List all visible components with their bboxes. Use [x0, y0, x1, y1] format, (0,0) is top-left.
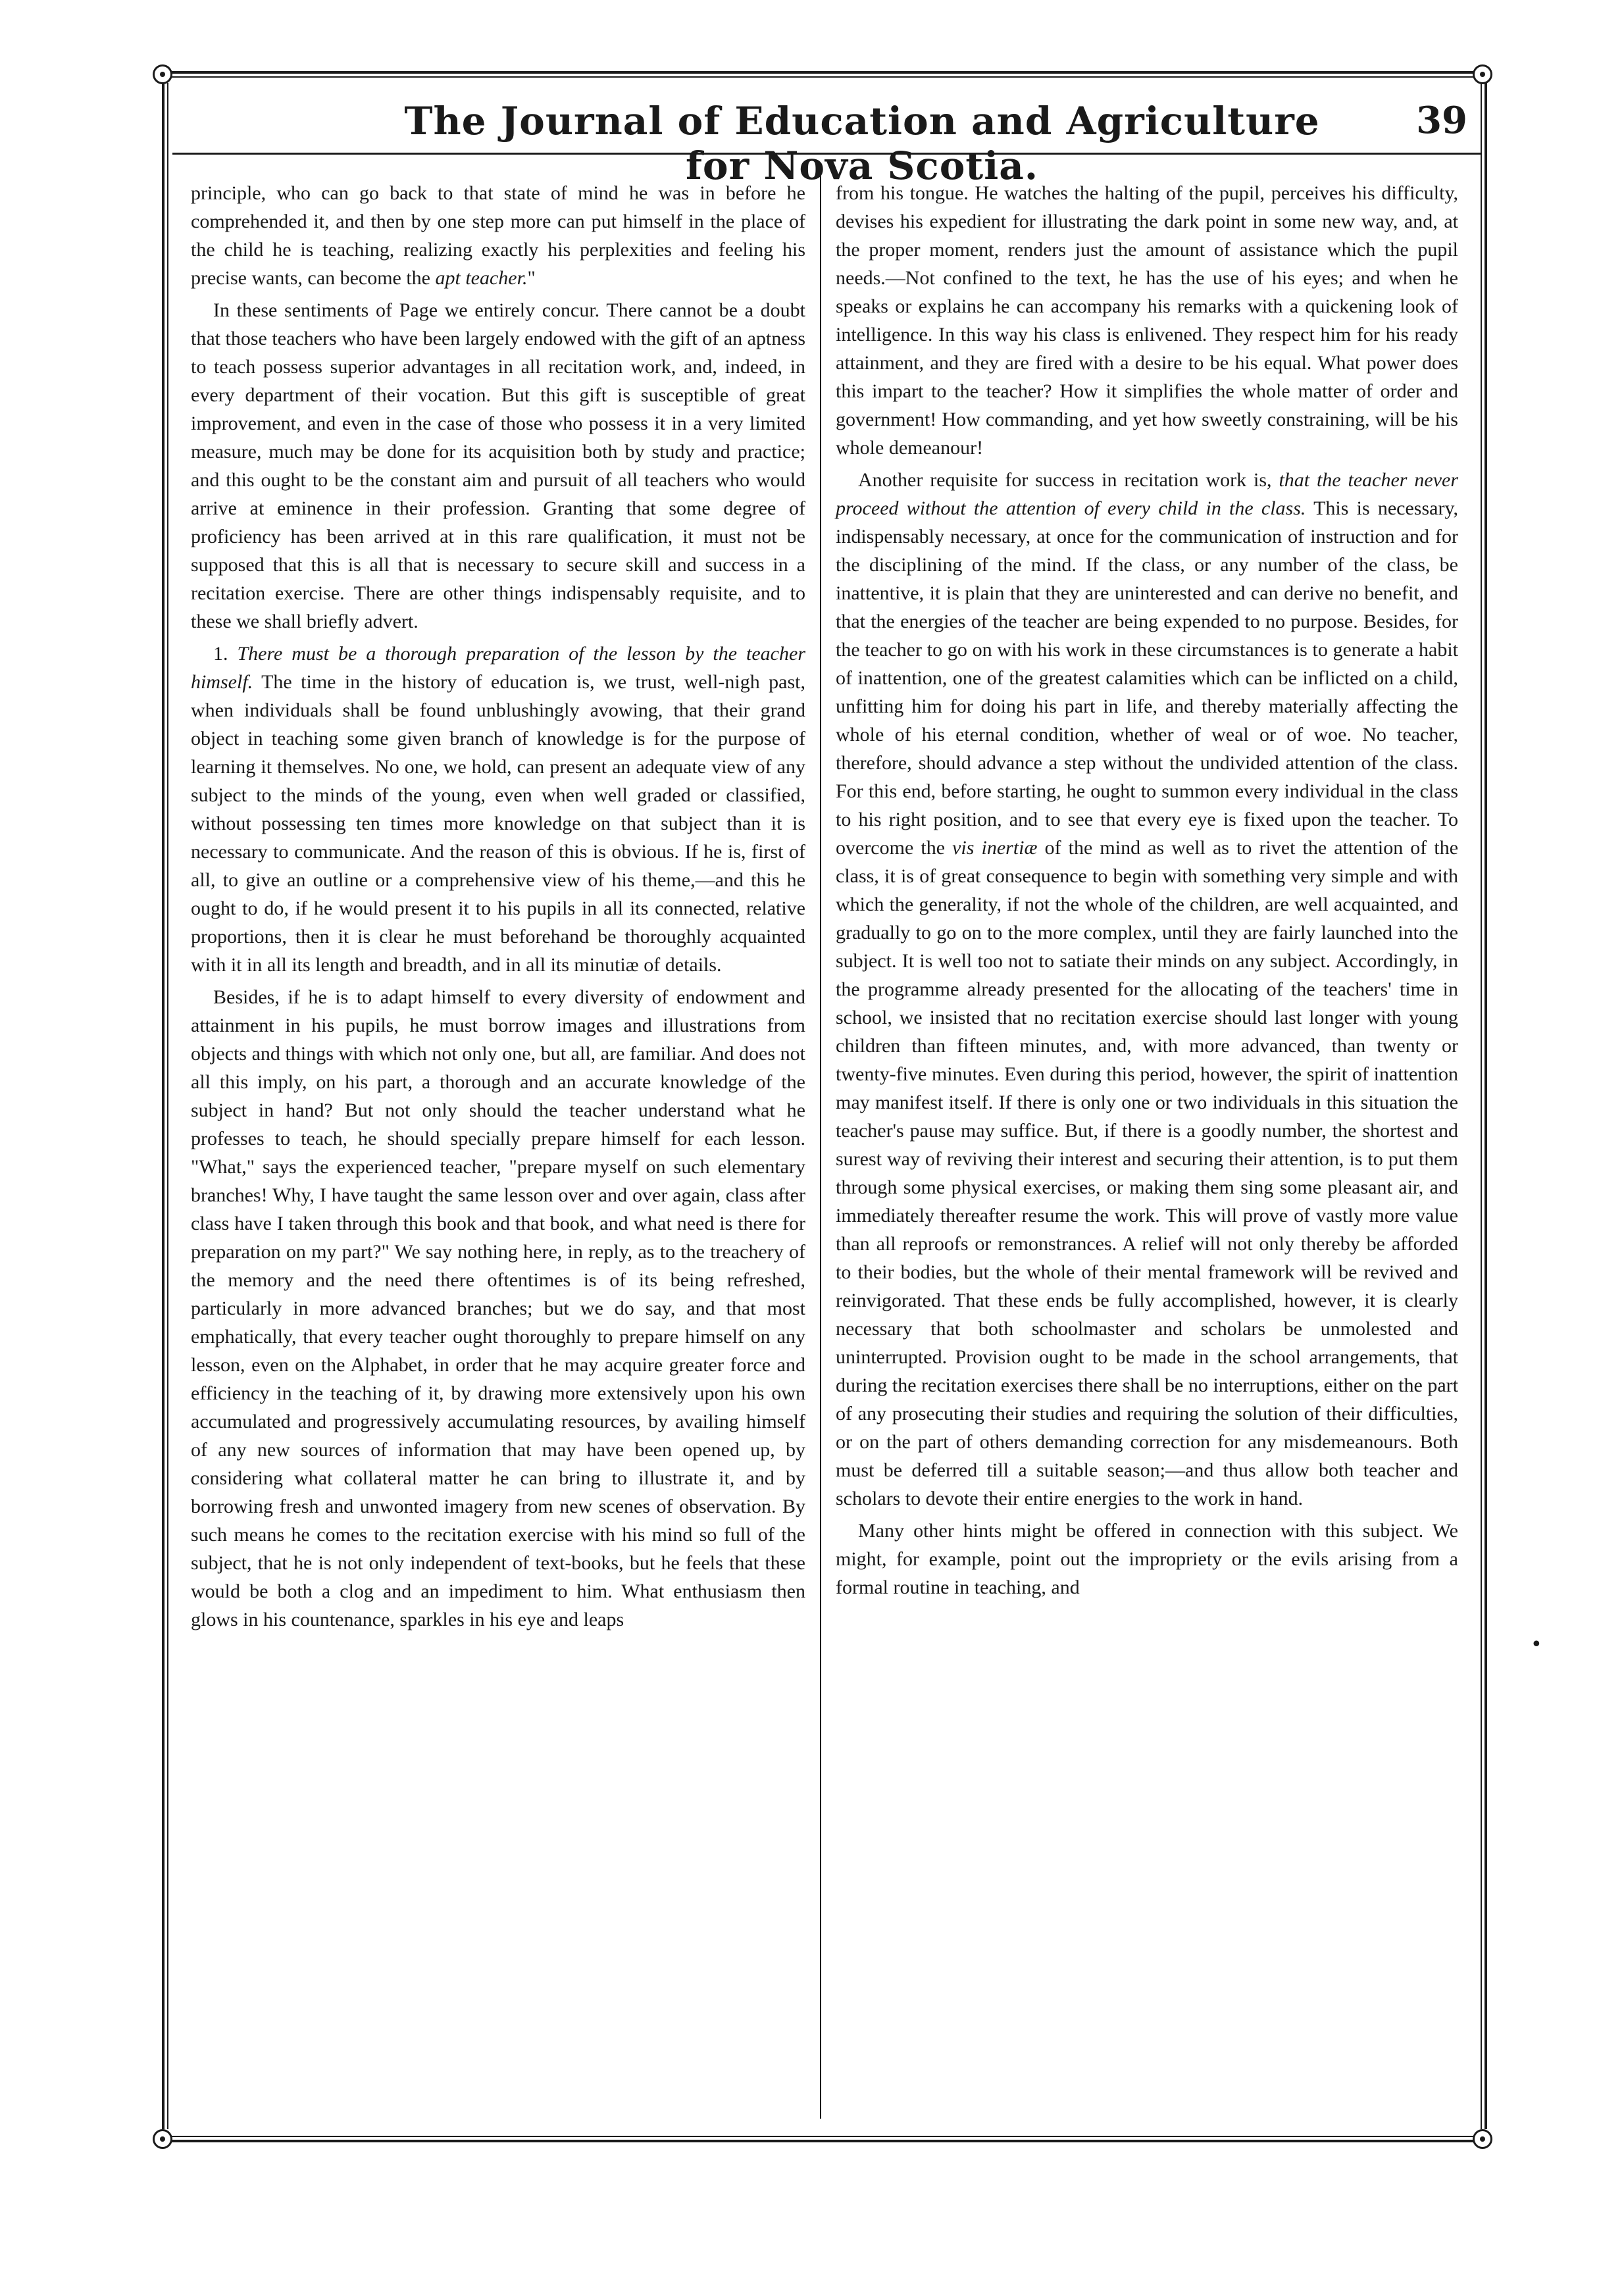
paragraph	[836, 179, 1458, 462]
corner-ornament-icon	[153, 64, 172, 84]
margin-mark-icon: •	[1531, 1633, 1542, 1656]
paragraph-text: This is necessary, indispensably necessary, at once for the communication of instruction and for the disciplining of the mind. If the class, or any number of the class, be inattentive, it is plain that they are uninterested and can derive no benefit, and that the energies of the teacher are being expended to no purpose. Besides, for the teacher to go on with his work in these circumstances is to generate a habit of inattention, one of the greatest calamities which can be inflicted on a child, unfitting him for doing his part in life, and thereby materially affecting the whole of his eternal condition, whether of weal or of woe. No teacher, therefore, should advance a step without the undivided attention of the class. For this end, before starting, he ought to summon every individual in the class to his right position, and to see that every eye is fixed upon the teacher. To overcome the	[836, 497, 1458, 859]
right-border-rule-thin	[1481, 83, 1482, 2129]
paragraph-text: from his tongue. He watches the halting of the pupil, perceives his difficulty, devises his expedient for illustrating the dark point in some new way, and, at the proper moment, renders just the amount of assistance which the pupil needs.—Not confined to the text, he has the use of his eyes; and when he speaks or explains he can accompany his remarks with a quickening look of intelligence. In this way his class is enlivened. They respect him for his ready attainment, and they are fired with a desire to be his equal. What power does this impart to the teacher? How it simplifies the whole matter of order and government! How commanding, and yet how sweetly constraining, will be his whole demeanour!	[836, 182, 1458, 459]
left-border-rule-thin	[167, 83, 168, 2129]
paragraph-text: In these sentiments of Page we entirely concur. There cannot be a doubt that those teachers who have been largely endowed with the gift of an aptness to teach possess superior advantages in all recitation work, and, indeed, in every department of their vocation. But this gift is susceptible of great improvement, and even in the case of those who possess it in a very limited measure, much may be done for its acquisition both by study and practice; and this ought to be the constant aim and pursuit of all teachers who would arrive at eminence in their profession. Granting that some degree of proficiency has been arrived at in this rare qualification, it must not be supposed that this is all that is necessary to secure skill and success in a recitation exercise. There are other things indispensably requisite, and to these we shall briefly advert.	[191, 299, 805, 632]
top-border-rule	[171, 71, 1474, 74]
column-separator	[820, 168, 821, 2119]
corner-ornament-icon	[1473, 64, 1492, 84]
paragraph-text: principle, who can go back to that state of mind he was in before he comprehended it, and then by one step more can put himself in the place of the child he is teaching, realizing exactly his perplexities and feeling his precise wants, can become the	[191, 182, 805, 289]
bottom-border-rule-thin	[171, 2136, 1474, 2137]
page-number: 39	[1416, 99, 1467, 142]
emphasis-text: apt teacher.	[435, 267, 528, 289]
paragraph-text: Besides, if he is to adapt himself to every diversity of endowment and attainment in his pupils, he must borrow images and illustrations from objects and things with which not only one, but all, are familiar. And does not all this imply, on his part, a thorough and an accurate knowledge of the subject in hand? But not only should the teacher understand what he professes to teach, he should specially prepare himself for each lesson. "What," says the experienced teacher, "prepare myself on such elementary branches! Why, I have taught the same lesson over and over again, class after class have I taken through this book and that book, and what need is there for preparation on my part?" We say nothing here, in reply, as to the treachery of the memory and the need there oftentimes is of its being refreshed, particularly in more advanced branches; but we do say, and that most emphatically, that every teacher ought thoroughly to prepare himself on any lesson, even on the Alphabet, in order that he may acquire greater force and efficiency in the teaching of it, by drawing more extensively upon his own accumulated and progressively accumulating resources, by availing himself of any new sources of information that may have been opened up, by considering what collateral matter he can bring to illustrate it, and by borrowing fresh and unwonted imagery from new scenes of observation. By such means he comes to the recitation exercise with his mind so full of the subject, that he is not only independent of text-books, but he feels that these would be both a clog and an impediment to him. What enthusiasm then glows in his countenance, sparkles in his eye and leaps	[191, 986, 805, 1630]
left-border-rule	[162, 83, 165, 2129]
paragraph	[191, 296, 805, 636]
paragraph	[191, 640, 805, 979]
left-column	[191, 179, 805, 1634]
paragraph-text: of the mind as well as to rivet the attention of the class, it is of great consequence to begin with something very simple and with which the generality, if not the whole of the children, are well acquainted, and gradually to go on to the more complex, until they are fairly launched into the subject. It is well too not to satiate their minds on any subject. Accordingly, in the programme already presented for the allocating of the teachers' time in school, we insisted that no recitation exercise should last longer with young children than fifteen minutes, and, with more advanced, than twenty or twenty-five minutes. Even during this period, however, the spirit of inattention may manifest itself. If there is only one or two individuals in this situation the teacher's pause may suffice. But, if there is a goodly number, the shortest and surest way of reviving their interest and securing their attention, is to put them through some physical exercises, or making them sing some pleasant air, and immediately thereafter resume the work. This will prove of vastly more value than all reproofs or remonstrances. A relief will not only thereby be afforded to their bodies, but the whole of their mental framework will be revived and reinvigorated. That these ends be fully accomplished, however, it is clearly necessary that both schoolmaster and scholars be unmolested and uninterrupted. Provision ought to be made in the school arrangements, that during the recitation exercises there shall be no interruptions, either on the part of any prosecuting their studies and requiring the solution of their difficulties, or on the part of others demanding correction for any misdemeanours. Both must be deferred till a suitable season;—and thus allow both teacher and scholars to devote their entire energies to the work in hand.	[836, 837, 1459, 1509]
running-head: The Journal of Education and Agriculture for Nova Scotia.	[404, 99, 1320, 188]
paragraph-text: Many other hints might be offered in connection with this subject. We might, for example, point out the impropriety or the evils arising from a formal routine in teaching, and	[836, 1520, 1458, 1598]
bottom-border-rule	[171, 2140, 1474, 2142]
paragraph-text: The time in the history of education is, we trust, well-nigh past, when individuals shall be found unblushingly avowing, that their grand object in teaching some given branch of knowledge is for the purpose of learning it themselves. No one, we hold, can present an adequate view of any subject to the minds of the young, even when well graded or classified, without possessing ten times more knowledge on that subject than it is necessary to communicate. And the reason of this is obvious. If he is, first of all, to give an outline or a comprehensive view of his theme,—and this he ought to do, if he would present it to his pupils in all its connected, relative proportions, then it is clear he must beforehand be thoroughly acquainted with it in all its length and breadth, and in all its minutiæ of details.	[191, 671, 805, 976]
paragraph	[191, 179, 805, 292]
top-border-rule-thin	[171, 76, 1474, 78]
right-border-rule	[1484, 83, 1487, 2129]
paragraph-text: Another requisite for success in recitation work is,	[858, 469, 1279, 491]
paragraph	[836, 1517, 1458, 1602]
corner-ornament-icon	[1473, 2129, 1492, 2149]
section-heading: There must be a thorough preparation of the lesson by the teacher himself.	[191, 643, 805, 693]
paragraph-text: "	[527, 267, 536, 289]
paragraph	[836, 466, 1458, 1513]
right-column	[836, 179, 1458, 1602]
corner-ornament-icon	[153, 2129, 172, 2149]
emphasis-text: vis inertiæ	[952, 837, 1038, 859]
section-number: 1.	[213, 643, 238, 665]
paragraph	[191, 983, 805, 1634]
emphasis-text: that the teacher never proceed without the attention of every child in the class.	[836, 469, 1458, 519]
